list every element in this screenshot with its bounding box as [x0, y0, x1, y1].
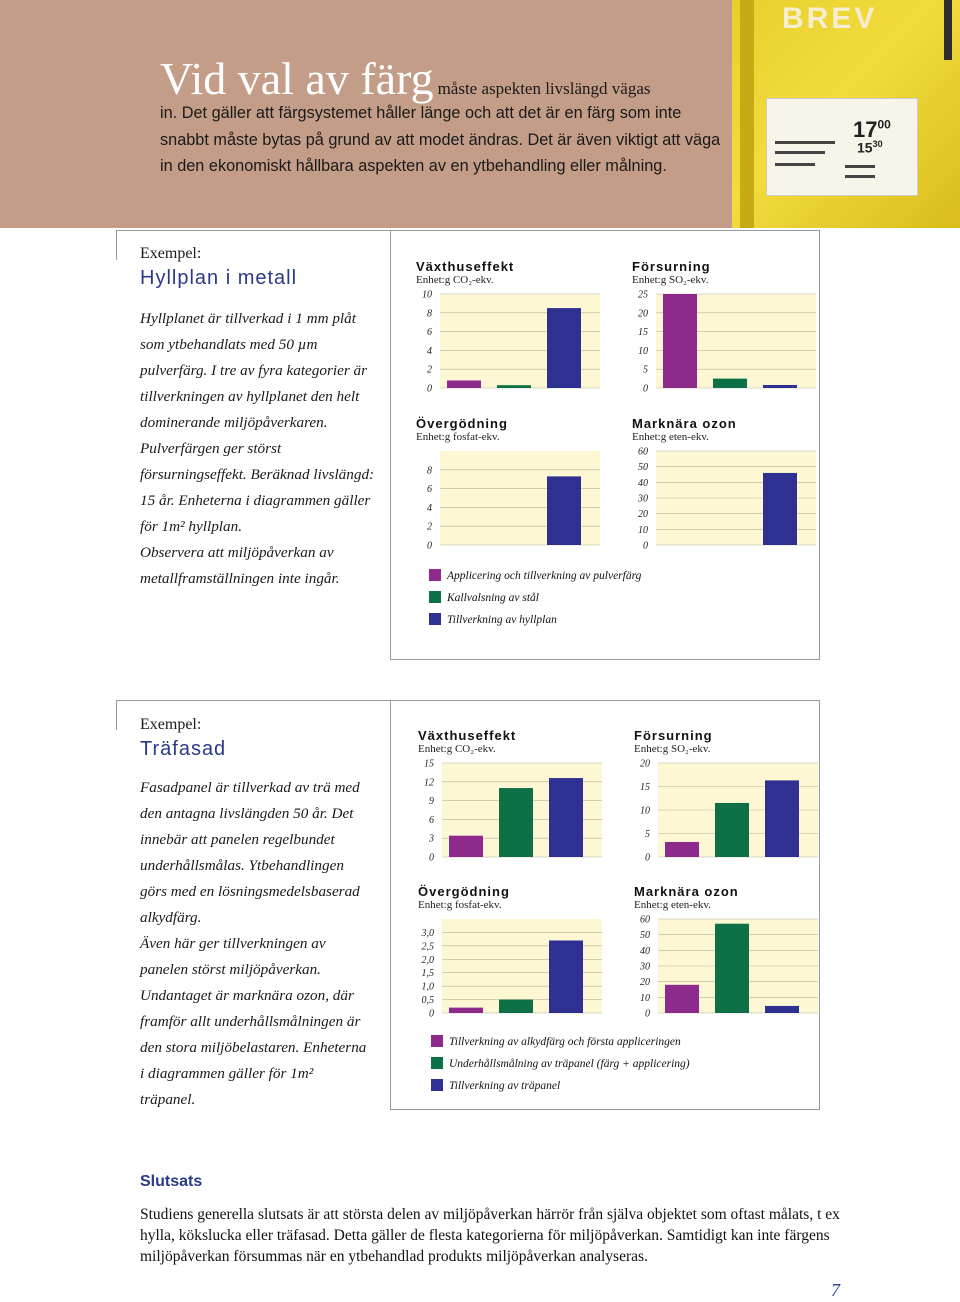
mailbox-photo — [732, 0, 960, 228]
y-tick-label: 0 — [645, 1008, 650, 1020]
y-tick-label: 6 — [429, 814, 434, 826]
slutsats-title: Slutsats — [140, 1173, 203, 1190]
y-tick-label: 6 — [427, 484, 432, 496]
chart-title: Övergödning — [418, 884, 510, 899]
bar — [449, 836, 483, 857]
bar — [547, 476, 581, 545]
chart-unit-label: Enhet:g fosfat-ekv. — [418, 899, 502, 911]
chart-vaxthuseffekt-trafasad — [412, 727, 612, 867]
label-line — [845, 165, 875, 168]
legend-swatch — [429, 591, 441, 603]
bar — [765, 780, 799, 857]
chart-title: Marknära ozon — [634, 884, 739, 899]
y-tick-label: 2,0 — [421, 954, 434, 966]
chart-title: Marknära ozon — [632, 416, 737, 431]
y-tick-label: 2 — [427, 364, 432, 376]
chart-unit-label: Enhet:g fosfat-ekv. — [416, 431, 500, 443]
section2-title: Träfasad — [140, 738, 227, 760]
photo-rim — [944, 0, 952, 60]
y-tick-label: 1,0 — [421, 981, 434, 993]
y-tick-label: 30 — [640, 961, 650, 973]
chart-svg — [410, 415, 610, 555]
section2-top-rule — [116, 700, 390, 701]
bar — [713, 379, 747, 388]
legend-swatch — [431, 1057, 443, 1069]
chart-unit-label: Enhet:g SO₂-ekv. — [632, 274, 709, 286]
y-tick-label: 20 — [640, 758, 650, 770]
y-tick-label: 10 — [638, 345, 648, 357]
y-tick-label: 60 — [640, 914, 650, 926]
legend-label: Kallvalsning av stål — [447, 592, 539, 604]
title-line — [160, 52, 730, 105]
y-tick-label: 0 — [643, 383, 648, 395]
y-tick-label: 60 — [638, 446, 648, 458]
chart-unit-label: Enhet:g CO₂-ekv. — [418, 743, 496, 755]
bar — [499, 1000, 533, 1013]
collection-time-2: $15^{30}$ — [857, 139, 883, 156]
chart-title: Försurning — [634, 728, 713, 743]
y-tick-label: 20 — [638, 308, 648, 320]
chart-svg — [628, 727, 828, 867]
chart-unit-label: Enhet:g eten-ekv. — [634, 899, 711, 911]
y-tick-label: 0 — [645, 852, 650, 864]
section2-text — [140, 716, 372, 1113]
chart-svg — [412, 727, 612, 867]
header-banner — [0, 0, 732, 228]
page-title: Vid val av färg — [160, 53, 434, 104]
legend-label: Applicering och tillverkning av pulverfärg — [447, 570, 642, 582]
label-line — [775, 163, 815, 166]
y-tick-label: 1,5 — [421, 968, 434, 980]
chart-overgodning-trafasad — [412, 883, 612, 1023]
chart-forsurning-hyllplan — [626, 258, 826, 398]
bar — [763, 473, 797, 545]
section1-paragraph: Observera att miljöpåverkan av metallframställningen inte ingår. — [140, 544, 340, 587]
bar — [715, 803, 749, 857]
chart-title: Växthuseffekt — [416, 259, 515, 274]
slutsats-text: Studiens generella slutsats är att största delen av miljöpåverkan härrör från själva objektet som oftast målats, t ex hylla, kökslucka eller träfasad. Detta gäller de flesta kategorierna för miljöpåverkan. Samtidigt kan inte färgens miljöpåverkan försummas när en ytbehandlad produkts miljöpåverkan analyseras. — [140, 1206, 840, 1265]
legend-swatch — [431, 1079, 443, 1091]
y-tick-label: 20 — [638, 509, 648, 521]
section1-text — [140, 245, 380, 592]
bar — [763, 385, 797, 388]
section1-top-rule — [116, 230, 390, 231]
y-tick-label: 10 — [638, 524, 648, 536]
y-tick-label: 2 — [427, 521, 432, 533]
chart-vaxthuseffekt-hyllplan — [410, 258, 610, 398]
bar — [449, 1008, 483, 1013]
y-tick-label: 40 — [640, 945, 650, 957]
chart-overgodning-hyllplan — [410, 415, 610, 555]
bar — [499, 788, 533, 857]
legend-label: Tillverkning av hyllplan — [447, 614, 557, 626]
y-tick-label: 4 — [427, 502, 432, 514]
section1-exempel: Exempel: — [140, 245, 202, 262]
chart-svg — [412, 883, 612, 1023]
chart-unit-label: Enhet:g eten-ekv. — [632, 431, 709, 443]
section2-description — [140, 775, 372, 1113]
y-tick-label: 9 — [429, 796, 434, 808]
mailbox-label — [766, 98, 918, 196]
legend-swatch — [431, 1035, 443, 1047]
y-tick-label: 0 — [429, 852, 434, 864]
y-tick-label: 0 — [427, 383, 432, 395]
section1-paragraph: Hyllplanet är tillverkad i 1 mm plåt som ytbehandlats med 50 µm pulverfärg. I tre av fyra kategorier är tillverkningen av hyllplanet den helt dominerande miljöpåverkaren. — [140, 310, 368, 431]
section2-left-frame — [116, 700, 117, 730]
section1-title: Hyllplan i metall — [140, 267, 298, 289]
chart-svg — [626, 258, 826, 398]
section2-paragraph: Undantaget är marknära ozon, där framför allt underhållsmålningen är den stora miljöbelastaren. Enheterna i diagrammen gäller för 1m² träpanel. — [140, 987, 367, 1108]
bar — [665, 842, 699, 857]
chart-svg — [626, 415, 826, 555]
chart-marknara-ozon-hyllplan — [626, 415, 826, 555]
section1-description — [140, 306, 380, 592]
legend-swatch — [429, 569, 441, 581]
legend-label: Underhållsmålning av träpanel (färg + applicering) — [449, 1058, 690, 1070]
legend-label: Tillverkning av alkydfärg och första appliceringen — [449, 1036, 681, 1048]
collection-time-1: $17^{00}$ — [853, 117, 891, 142]
y-tick-label: 15 — [640, 782, 650, 793]
chart-unit-label: Enhet:g SO₂-ekv. — [634, 743, 711, 755]
chart-unit-label: Enhet:g CO₂-ekv. — [416, 274, 494, 286]
y-tick-label: 10 — [640, 992, 650, 1004]
label-line — [775, 151, 825, 154]
chart-title: Försurning — [632, 259, 711, 274]
y-tick-label: 0 — [429, 1008, 434, 1020]
y-tick-label: 2,5 — [421, 941, 434, 953]
y-tick-label: 0 — [427, 540, 432, 552]
y-tick-label: 15 — [424, 758, 434, 770]
y-tick-label: 20 — [640, 977, 650, 989]
chart-marknara-ozon-trafasad — [628, 883, 828, 1023]
label-line — [775, 141, 835, 144]
label-line — [845, 175, 875, 178]
page-number: 7 — [831, 1280, 840, 1300]
y-tick-label: 5 — [645, 829, 650, 840]
chart-svg — [410, 258, 610, 398]
chart-svg — [628, 883, 828, 1023]
y-tick-label: 8 — [427, 465, 432, 477]
section1-left-frame — [116, 230, 117, 260]
bar — [447, 380, 481, 388]
section2-exempel: Exempel: — [140, 716, 202, 733]
chart-title: Övergödning — [416, 416, 508, 431]
bar — [497, 385, 531, 388]
y-tick-label: 0 — [643, 540, 648, 552]
bar — [663, 294, 697, 388]
y-tick-label: 3,0 — [421, 927, 434, 939]
photo-post — [740, 0, 754, 228]
chart-title: Växthuseffekt — [418, 728, 517, 743]
y-tick-label: 50 — [638, 462, 648, 474]
y-tick-label: 30 — [638, 493, 648, 505]
mailbox-sign: BREV — [782, 2, 878, 35]
y-tick-label: 6 — [427, 327, 432, 339]
y-tick-label: 50 — [640, 930, 650, 942]
y-tick-label: 10 — [640, 805, 650, 817]
bar — [665, 985, 699, 1013]
bar — [549, 940, 583, 1013]
y-tick-label: 3 — [429, 833, 434, 845]
intro-text: in. Det gäller att färgsystemet håller länge och att det är en färg som inte snabbt måste bytas på grund av att modet ändras. Det är även viktigt att väga in den ekonomiskt hållbara aspekten av en ytbehandling eller målning. — [160, 104, 721, 176]
bar — [715, 924, 749, 1013]
legend-swatch — [429, 613, 441, 625]
chart-forsurning-trafasad — [628, 727, 828, 867]
y-tick-label: 25 — [638, 289, 648, 301]
title-continuation: måste aspekten livslängd vägas — [437, 79, 651, 98]
y-tick-label: 12 — [424, 777, 434, 789]
y-tick-label: 40 — [638, 477, 648, 489]
bar — [547, 308, 581, 388]
section2-paragraph: Även här ger tillverkningen av panelen störst miljöpåverkan. — [140, 935, 326, 978]
legend-label: Tillverkning av träpanel — [449, 1080, 561, 1092]
y-tick-label: 15 — [638, 327, 648, 339]
y-tick-label: 10 — [422, 289, 432, 301]
y-tick-label: 5 — [643, 364, 648, 376]
y-tick-label: 8 — [427, 308, 432, 320]
y-tick-label: 0,5 — [421, 995, 434, 1007]
bar — [549, 778, 583, 857]
section2-paragraph: Fasadpanel är tillverkad av trä med den antagna livslängden 50 år. Det innebär att panelen regelbundet underhållsmålas. Ytbehandlingen görs med en lösningsmedelsbaserad alkydfärg. — [140, 779, 360, 926]
section1-paragraph: Pulverfärgen ger störst försurningseffekt. Beräknad livslängd: 15 år. Enheterna i diagrammen gäller för 1m² hyllplan. — [140, 440, 375, 535]
bar — [765, 1006, 799, 1013]
y-tick-label: 4 — [427, 345, 432, 357]
